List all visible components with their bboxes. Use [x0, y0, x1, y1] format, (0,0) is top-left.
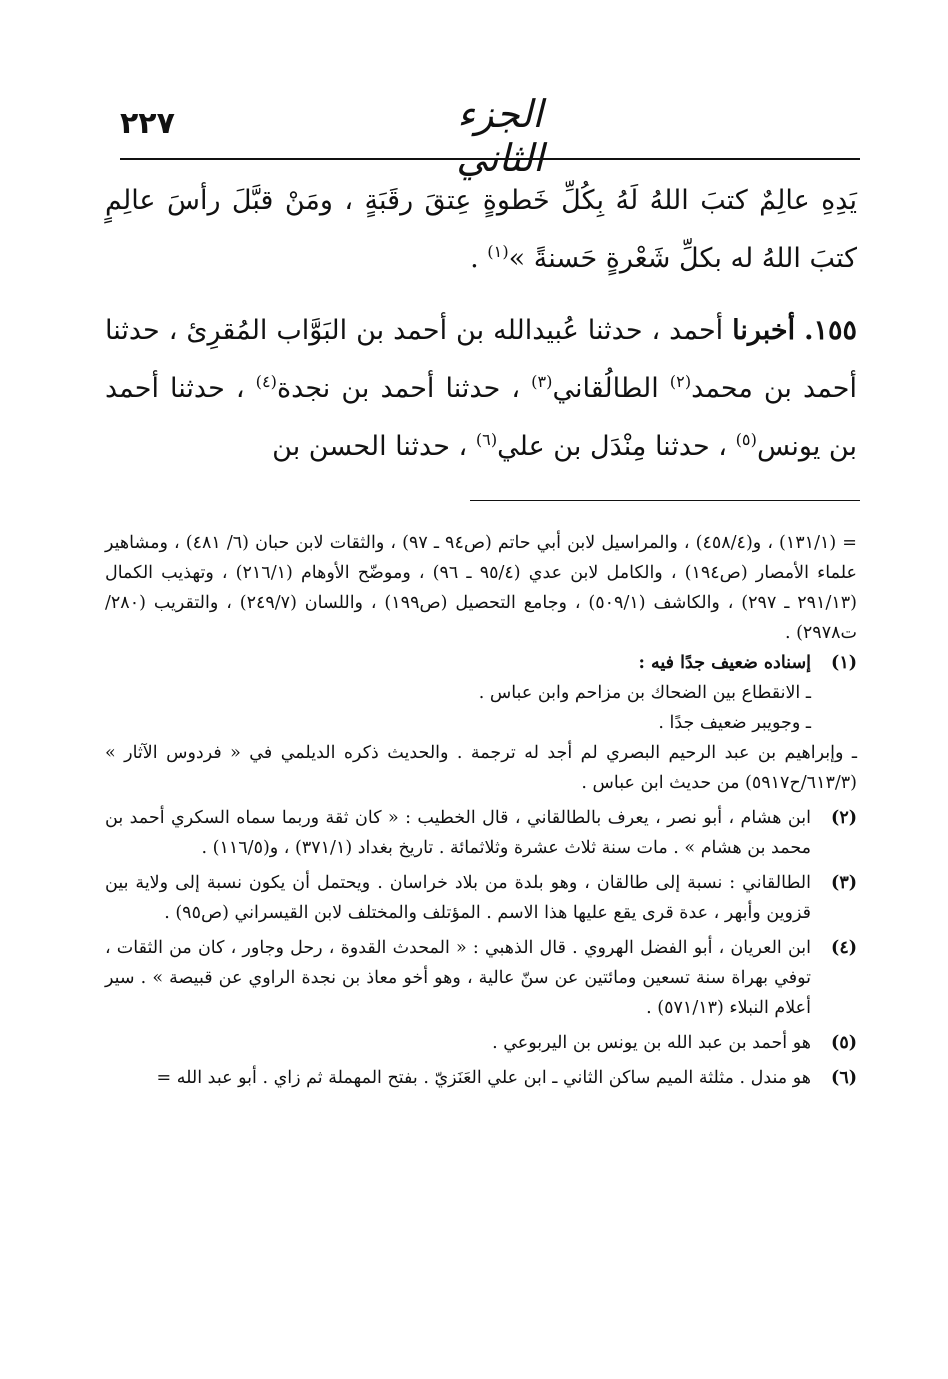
- main-text-line: يَدِهِ عالِمٌ كتبَ اللهُ لَهُ بِكُلِّ خَطوةٍ عِتقَ رقَبَةٍ ، ومَنْ قبَّلَ رأسَ عالِمٍ كتبَ اللهُ له بكلِّ شَعْرةٍ حَسنةً »: [105, 185, 857, 274]
- header-rule: [120, 158, 860, 160]
- footnote-number: (٣): [831, 873, 857, 893]
- footnote-bullet: ـ وإبراهيم بن عبد الرحيم البصري لم أجد له ترجمة . والحديث ذكره الديلمي في « فردوس الآثار » (٦١٣/٣/ح٥٩١٧) من حديث ابن عباس .: [105, 743, 857, 793]
- footnote-bullet: ـ وجويبر ضعيف جدًا .: [658, 713, 811, 733]
- page-number: ٢٢٧: [120, 106, 175, 141]
- footnote-number: (٥): [831, 1033, 857, 1053]
- footnote-number: (٦): [831, 1068, 857, 1088]
- footnote-number: (١): [831, 653, 857, 673]
- isnad-segment: الطالُقاني: [552, 373, 670, 404]
- footnote-1: [105, 648, 857, 738]
- isnad-segment: ، حدثنا مِنْدَل بن علي: [497, 431, 736, 462]
- footnotes: [105, 528, 857, 1093]
- footnote-text: الطالقاني : نسبة إلى طالقان ، وهو بلدة من بلاد خراسان . ويحتمل أن يكون نسبة إلى ولاية بين قزوين وأبهر ، عدة قرى يقع عليها هذا الاسم . المؤتلف والمختلف لابن القيسراني (ص٩٥) .: [105, 873, 811, 923]
- isnad-segment: ، حدثنا الحسن بن: [272, 431, 476, 462]
- footnote-ref: (٣): [531, 372, 553, 391]
- footnote-continuation: = (١٣١/١) ، و(٤٥٨/٤) ، والمراسيل لابن أبي حاتم (ص٩٤ ـ ٩٧) ، والثقات لابن حبان (٦/ ٤٨١) ، ومشاهير علماء الأمصار (ص١٩٤) ، والكامل لابن عدي (٩٥/٤ ـ ٩٦) ، وموضّح الأوهام (٢١٦/١) ، وتهذيب الكمال (٢٩١/١٣ ـ ٢٩٧) ، والكاشف (٥٠٩/١) ، وجامع التحصيل (ص١٩٩) ، واللسان (٢٤٩/٧) ، والتقريب (٢٨٠/ت٢٩٧٨) .: [105, 533, 857, 643]
- footnote-3: [105, 868, 857, 928]
- running-title: الجزء الثاني: [456, 92, 544, 180]
- footnote-separator: [470, 500, 860, 501]
- footnote-heading: إسناده ضعيف جدًا فيه :: [638, 653, 811, 673]
- footnote-number: (٤): [831, 938, 857, 958]
- isnad-segment: ، حدثنا أحمد بن نجدة: [277, 373, 532, 404]
- footnote-6: [105, 1063, 857, 1093]
- footnote-2: [105, 803, 857, 863]
- main-text-end: .: [470, 243, 488, 274]
- hadith-opening-word: أخبرنا: [732, 315, 796, 346]
- footnote-ref: (١): [487, 242, 509, 261]
- footnote-text: هو مندل . مثلثة الميم ساكن الثاني ـ ابن علي العَنَزيّ . بفتح المهملة ثم زاي . أبو عبد الله =: [156, 1068, 811, 1088]
- isnad-segment: ، حدثنا أحمد بن يونس: [105, 373, 857, 462]
- footnote-ref: (٦): [475, 430, 498, 449]
- page-header: [120, 92, 860, 180]
- main-text: [105, 172, 857, 476]
- footnote-ref: (٥): [735, 430, 757, 449]
- footnote-5: [105, 1028, 857, 1058]
- footnote-number: (٢): [831, 808, 857, 828]
- main-paragraph-continuation: [105, 172, 857, 288]
- footnote-bullet: ـ الانقطاع بين الضحاك بن مزاحم وابن عباس .: [478, 683, 811, 703]
- isnad-segment: أحمد ، حدثنا عُبيدالله بن أحمد بن البَوَّاب المُقرِئ ، حدثنا أحمد بن محمد: [105, 315, 857, 404]
- footnote-4: [105, 933, 857, 1023]
- footnote-ref: (٢): [669, 372, 692, 391]
- footnote-ref: (٤): [255, 372, 277, 391]
- hadith-number: ١٥٥.: [804, 315, 857, 346]
- footnote-text: هو أحمد بن عبد الله بن يونس بن اليربوعي .: [492, 1033, 811, 1053]
- hadith-paragraph: [105, 302, 857, 476]
- footnote-text: ابن العريان ، أبو الفضل الهروي . قال الذهبي : « المحدث القدوة ، رحل وجاور ، كان من الثقات ، توفي بهراة سنة تسعين ومائتين عن سنّ عالية ، وهو أخو معاذ بن نجدة الراوي عن قبيصة » . سير أعلام النبلاء (٥٧١/١٣) .: [105, 938, 811, 1018]
- footnote-text: ابن هشام ، أبو نصر ، يعرف بالطالقاني ، قال الخطيب : « كان ثقة وربما سماه السكري أحمد بن محمد بن هشام » . مات سنة ثلاث عشرة وثلاثمائة . تاريخ بغداد (٣٧١/١) ، و(١١٦/٥) .: [105, 808, 811, 858]
